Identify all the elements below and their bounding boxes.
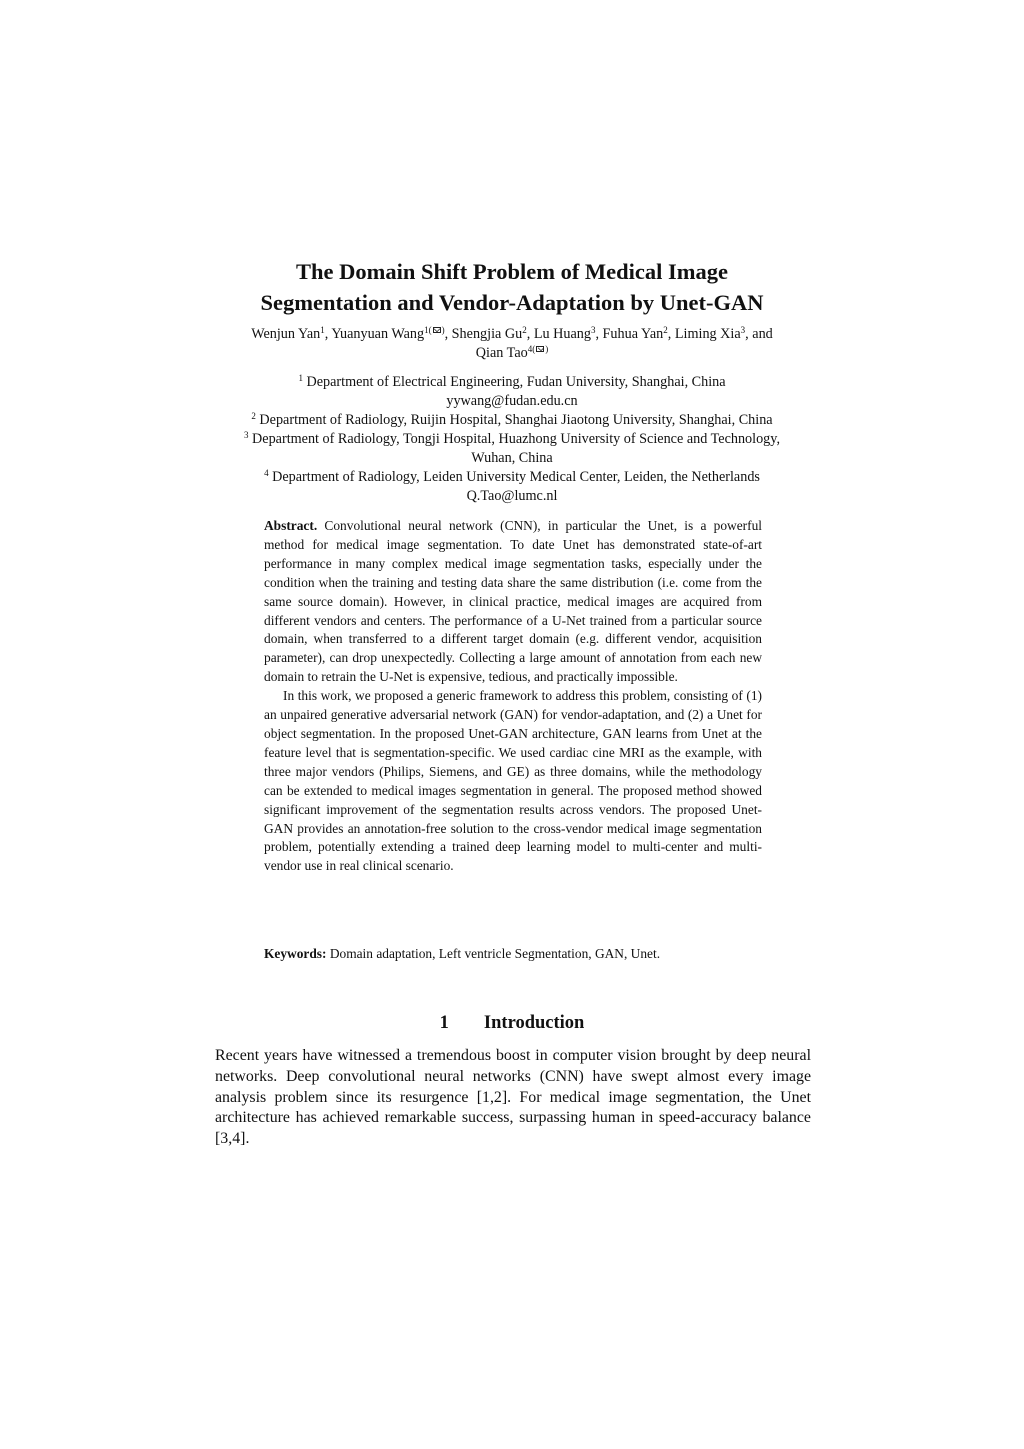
affiliation-2: $^2$ Department of Radiology, Ruijin Hospital, Shanghai Jiaotong University, Shanghai, China bbox=[251, 411, 773, 428]
paper-title bbox=[0, 256, 1024, 318]
author-affiliation-mark: 2 bbox=[522, 325, 527, 335]
section-number: 1 bbox=[439, 1013, 449, 1033]
title-line-2: Segmentation and Vendor-Adaptation by Unet-GAN bbox=[260, 290, 764, 315]
author-affiliation-mark: 4( ) bbox=[527, 344, 549, 354]
author-affiliation-mark: 1( ) bbox=[424, 325, 445, 335]
affiliation-1: $^1$ Department of Electrical Engineering, Fudan University, Shanghai, China bbox=[298, 373, 726, 390]
author-affiliation-mark: 2 bbox=[663, 325, 668, 335]
author-affiliation-mark: 3 bbox=[590, 325, 596, 335]
abstract-paragraph-1: Abstract. Convolutional neural network (CNN), in particular the Unet, is a powerful method for medical image segmentation. To date Unet has demonstrated state-of-art performance in many complex medical image segmentation tasks, especially under the condition when the training and testing data share the same distribution (i.e. come from the same source domain). However, in clinical practice, medical images are acquired from different vendors and centers. The performance of a U-Net trained from a particular source domain, when transferred to a different target domain (e.g. different vendor, acquisition parameter), can drop unexpectedly. Collecting a large amount of annotation from each new domain to retrain the U-Net is expensive, tedious, and practically impossible. bbox=[264, 518, 762, 685]
mail-icon bbox=[433, 327, 441, 333]
affiliation-3: $^3$ Department of Radiology, Tongji Hospital, Huazhong University of Science and Technology, bbox=[243, 430, 780, 447]
abstract-label: Abstract. bbox=[264, 518, 318, 533]
keywords-label: Keywords: bbox=[264, 946, 327, 961]
affiliation-1-email[interactable]: yywang@fudan.edu.cn bbox=[446, 393, 578, 409]
section-heading-introduction bbox=[0, 1011, 1024, 1035]
author-affiliation-mark: 1 bbox=[320, 325, 325, 335]
keywords-text: Domain adaptation, Left ventricle Segmentation, GAN, Unet. bbox=[326, 946, 661, 961]
affiliation-3-continued: Wuhan, China bbox=[471, 450, 553, 466]
mail-icon bbox=[536, 346, 544, 352]
author-name: Wenjun Yan bbox=[251, 326, 321, 342]
author-name: Qian Tao bbox=[475, 345, 528, 361]
author-name: Liming Xia bbox=[674, 326, 741, 342]
author-name: Lu Huang bbox=[533, 326, 591, 342]
author-list: Wenjun Yan$^1$, Yuanyuan Wang$^{1( )}$, Shengjia Gu$^2$, Lu Huang$^3$, Fuhua Yan$^2$, Liming Xia$^3$, and Qian Tao$^{4( )}$ bbox=[251, 325, 773, 361]
author-name: Fuhua Yan bbox=[602, 326, 664, 342]
title-line-1: The Domain Shift Problem of Medical Image bbox=[295, 259, 729, 284]
author-affiliation-mark: 3 bbox=[740, 325, 746, 335]
affiliation-list bbox=[190, 373, 834, 506]
affiliation-4-email[interactable]: Q.Tao@lumc.nl bbox=[466, 488, 558, 504]
introduction-body bbox=[215, 1046, 811, 1150]
introduction-paragraph-1: Recent years have witnessed a tremendous boost in computer vision brought by deep neural networks. Deep convolutional neural networks (CNN) have swept almost every image analysis problem since its resurgence [1,2]. For medical image segmentation, the Unet architecture has achieved remarkable success, surpassing human in speed-accuracy balance [3,4]. bbox=[215, 1047, 811, 1148]
author-name: Yuanyuan Wang bbox=[331, 326, 425, 342]
abstract-paragraph-2: In this work, we proposed a generic framework to address this problem, consisting of (1) an unpaired generative adversarial network (GAN) for vendor-adaptation, and (2) a Unet for object segmentation. In the proposed Unet-GAN architecture, GAN learns from Unet at the feature level that is segmentation-specific. We used cardiac cine MRI as the example, with three major vendors (Philips, Siemens, and GE) as three domains, while the methodology can be extended to medical images segmentation in general. The proposed method showed significant improvement of the segmentation results across vendors. The proposed Unet-GAN provides an annotation-free solution to the cross-vendor medical image segmentation problem, potentially extending a trained deep learning model to multi-center and multi-vendor use in real clinical scenario. bbox=[264, 688, 762, 874]
section-title: Introduction bbox=[483, 1013, 585, 1033]
keywords bbox=[264, 944, 762, 963]
abstract bbox=[264, 517, 762, 876]
affiliation-4: $^4$ Department of Radiology, Leiden University Medical Center, Leiden, the Netherlands bbox=[264, 468, 760, 485]
author-name: Shengjia Gu bbox=[451, 326, 523, 342]
